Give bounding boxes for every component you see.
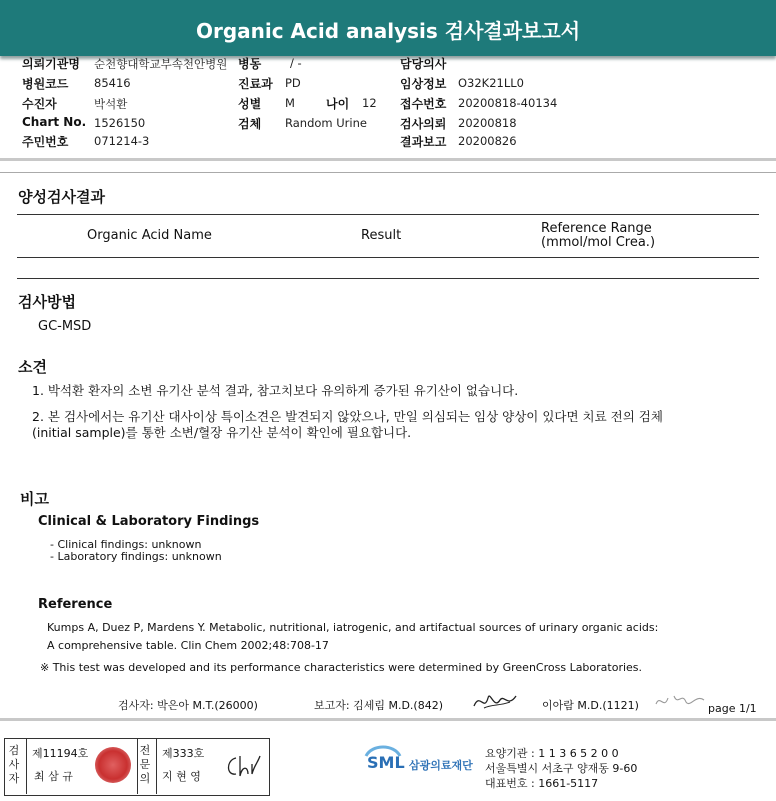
tester-name: 최 삼 규 [34,770,73,783]
resident-label: 주민번호 [22,135,69,149]
col-reference-unit: (mmol/mol Crea.) [541,235,656,250]
reference-line-1: Kumps A, Duez P, Mardens Y. Metabolic, nutritional, iatrogenic, and artifactual sources of urinary organic acids: [47,621,659,634]
request-label: 검사의뢰 [400,117,447,131]
table-bottom-rule [17,278,759,279]
header-divider [0,158,776,161]
receipt-label: 접수번호 [400,97,447,111]
resident-value: 071214-3 [94,134,150,148]
reference-title: Reference [38,597,113,612]
method-value: GC-MSD [38,319,92,334]
ward-value: / - [290,56,302,70]
tester-vertical-text: 검사자 [8,744,20,785]
patient-label: 수진자 [22,97,57,111]
table-header-rule [17,257,759,258]
sex-label: 성별 [238,97,262,111]
specialist-license-no: 제333호 [162,747,205,760]
institution-label: 의뢰기관명 [22,57,80,71]
box-divider-2 [137,738,138,794]
doctor-label: 담당의사 [400,57,447,71]
chart-value: 1526150 [94,116,146,130]
clinical-findings-title: Clinical & Laboratory Findings [38,514,260,529]
sml-logo-text: SML [367,753,405,772]
clinical-findings-1: - Clinical findings: unknown [50,538,202,551]
finding-item-2-line2: (initial sample)를 통한 소변/혈장 유기산 분석이 확인에 필요합니다. [32,425,412,440]
box-divider-1 [26,738,27,794]
institution-address: 서울특별시 서초구 양재동 9-60 [485,762,638,775]
receipt-value: 20200818-40134 [458,96,558,110]
hospital-code-label: 병원코드 [22,77,69,91]
age-label: 나이 [326,97,350,111]
chart-label: Chart No. [22,115,87,129]
tester-license-no: 제11194호 [32,747,89,760]
third-signature-line: 이아람 M.D.(1121) [542,699,639,712]
col-organic-acid-name: Organic Acid Name [87,228,212,243]
positive-title: 양성검사결과 [18,188,105,206]
institution-phone: 대표번호 : 1661-5117 [485,777,599,790]
request-value: 20200818 [458,116,517,130]
remarks-title: 비고 [20,490,49,508]
patient-value: 박석환 [94,97,128,111]
finding-item-1: 1. 박석환 환자의 소변 유기산 분석 결과, 참고치보다 유의하게 증가된 유기산이 없습니다. [32,383,519,398]
report-label: 결과보고 [400,135,447,149]
sml-org-name: 삼광의료재단 [409,759,473,772]
clinical-info-label: 임상정보 [400,77,447,91]
specialist-name: 지 현 영 [162,770,201,783]
specimen-label: 검체 [238,117,262,131]
col-reference-range: Reference Range [541,221,652,236]
reporter-signature-image [470,688,520,714]
page-number: page 1/1 [708,702,757,715]
col-result: Result [361,228,402,243]
box-divider-3 [156,738,157,794]
seal-stamp-icon [95,747,131,783]
clinical-findings-2: - Laboratory findings: unknown [50,550,222,563]
report-value: 20200826 [458,134,517,148]
reference-line-2: A comprehensive table. Clin Chem 2002;48:708-17 [47,639,329,652]
footer-divider [0,718,776,721]
age-value: 12 [362,96,377,110]
report-title: Organic Acid analysis 검사결과보고서 [195,19,581,43]
institution-value: 순천향대학교부속천안병원 [94,57,228,71]
dept-value: PD [285,76,301,90]
findings-title: 소견 [18,358,47,376]
third-signature-image [652,688,708,714]
table-top-rule [17,214,759,215]
sex-value: M [285,96,295,110]
agency-code: 요양기관 : 1 1 3 6 5 2 0 0 [485,747,619,760]
finding-item-2-line1: 2. 본 검사에서는 유기산 대사이상 특이소견은 발견되지 않았으나, 만일 의심되는 임상 양상이 있다면 치료 전의 검체 [32,409,663,424]
specimen-value: Random Urine [285,116,367,130]
dept-label: 진료과 [238,77,273,91]
tester-vertical-label [8,744,22,786]
method-title: 검사방법 [18,293,76,311]
reporter-signature-line: 보고자: 김세림 M.D.(842) [314,699,443,712]
section-divider [0,172,776,173]
ward-label: 병동 [238,57,262,71]
hospital-code-value: 85416 [94,76,131,90]
tester-signature-line: 검사자: 박은아 M.T.(26000) [118,699,258,712]
specialist-vertical-text: 전문의 [139,744,151,785]
specialist-vertical-label [139,744,153,786]
clinical-info-value: O32K21LL0 [458,76,524,90]
specialist-signature-image [222,752,262,780]
method-note: ※ This test was developed and its performance characteristics were determined by GreenCross Laboratories. [40,661,643,674]
